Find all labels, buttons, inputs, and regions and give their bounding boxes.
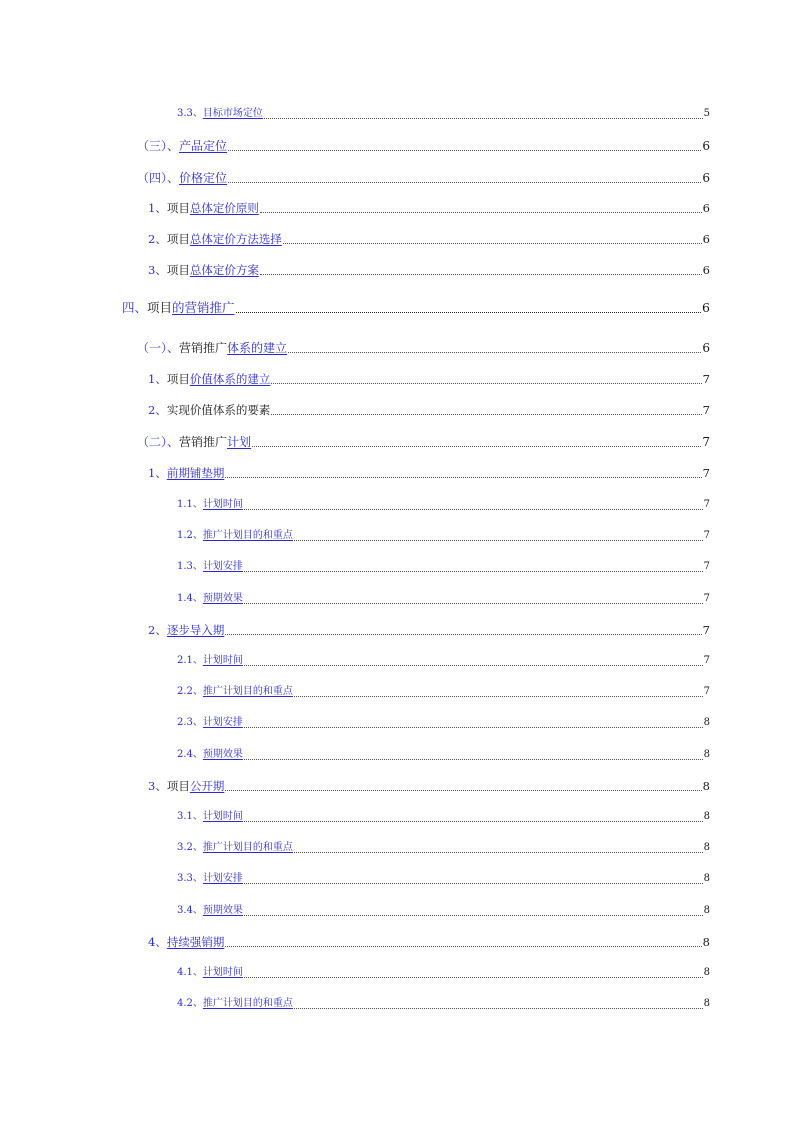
toc-entry[interactable] [148, 622, 710, 638]
toc-entry-link[interactable]: 公开期 [189, 779, 225, 793]
toc-entry-separator: 、 [167, 435, 180, 449]
toc-entry-link[interactable]: 计划时间 [202, 811, 243, 822]
toc-entry[interactable] [148, 465, 710, 481]
toc-page-number: 8 [703, 749, 710, 760]
toc-page-number: 8 [703, 717, 710, 728]
toc-entry-link[interactable]: 价格定位 [179, 171, 228, 185]
dot-leader [228, 150, 701, 151]
toc-entry[interactable] [177, 809, 710, 825]
toc-page-number: 6 [702, 201, 710, 215]
toc-entry-text: 实现价值体系的要素 [166, 403, 271, 417]
toc-entry-label[interactable] [122, 300, 235, 316]
toc-page-number: 5 [703, 108, 710, 119]
toc-entry-link[interactable]: 计划时间 [202, 967, 243, 978]
toc-entry-separator: 、 [192, 686, 203, 697]
toc-entry-separator: 、 [155, 466, 167, 480]
toc-entry[interactable] [122, 300, 710, 316]
toc-page-number: 7 [703, 530, 710, 541]
toc-entry-number: 4.2 [177, 998, 193, 1009]
toc-entry[interactable] [177, 591, 710, 607]
toc-entry-link[interactable]: 体系的建立 [227, 341, 288, 355]
dot-leader [244, 665, 703, 666]
dot-leader [244, 571, 703, 572]
toc-entry[interactable] [177, 747, 710, 763]
toc-entry-number: 2 [148, 623, 156, 637]
toc-entry-label[interactable] [148, 465, 224, 481]
toc-entry-number: 2.2 [177, 686, 193, 697]
toc-entry-link[interactable]: 总体定价方法选择 [189, 232, 282, 246]
toc-entry-label[interactable] [177, 497, 243, 513]
toc-entry-link[interactable]: 计划时间 [202, 499, 243, 510]
toc-entry-number: 2 [148, 403, 156, 417]
toc-entry-label[interactable] [177, 871, 243, 887]
toc-entry-link[interactable]: 计划时间 [202, 655, 243, 666]
toc-entry-link[interactable]: 推广计划目的和重点 [202, 842, 293, 853]
dot-leader [260, 274, 702, 275]
toc-entry-text: 项目 [147, 300, 173, 315]
toc-page-number: 7 [702, 372, 710, 386]
toc-entry[interactable] [137, 340, 710, 356]
toc-entry-separator: 、 [155, 201, 167, 215]
toc-entry-text: 项目 [166, 263, 190, 277]
toc-entry[interactable] [177, 684, 710, 700]
toc-entry-separator: 、 [155, 403, 167, 417]
toc-entry-link[interactable]: 推广计划目的和重点 [202, 998, 293, 1009]
toc-entry-number: 1 [148, 466, 156, 480]
toc-entry-link[interactable]: 计划安排 [202, 873, 243, 884]
toc-entry-link[interactable]: 推广计划目的和重点 [202, 530, 293, 541]
toc-entry-label[interactable] [148, 934, 224, 950]
toc-entry-separator: 、 [192, 998, 203, 1009]
toc-entry-label[interactable] [148, 778, 224, 794]
toc-entry-number: 2.3 [177, 717, 193, 728]
toc-entry-separator: 、 [192, 842, 203, 853]
toc-entry[interactable] [177, 965, 710, 981]
toc-entry-separator: 、 [155, 779, 167, 793]
toc-page-number: 7 [703, 593, 710, 604]
toc-entry[interactable] [137, 170, 710, 186]
dot-leader [294, 852, 703, 853]
dot-leader [225, 634, 701, 635]
toc-entry-text: 项目 [166, 779, 190, 793]
toc-page-number: 7 [702, 623, 710, 637]
toc-entry-number: 2.4 [177, 749, 193, 760]
toc-page-number: 8 [703, 842, 710, 853]
toc-entry-separator: 、 [155, 372, 167, 386]
toc-entry-number: 3 [148, 779, 156, 793]
dot-leader [260, 212, 702, 213]
toc-entry-link[interactable]: 计划安排 [202, 561, 243, 572]
toc-entry[interactable] [137, 434, 710, 450]
toc-entry-label[interactable] [177, 996, 293, 1012]
toc-entry[interactable] [148, 371, 710, 387]
toc-entry-number: 3.3 [177, 108, 193, 119]
toc-entry[interactable] [177, 996, 710, 1012]
toc-entry-number: （一） [137, 341, 168, 355]
toc-page-number: 7 [703, 561, 710, 572]
toc-entry-separator: 、 [134, 300, 148, 315]
toc-entry-number: 1.2 [177, 530, 193, 541]
toc-entry-separator: 、 [192, 655, 203, 666]
toc-entry-number: 1 [148, 201, 156, 215]
dot-leader [236, 312, 701, 313]
dot-leader [252, 446, 701, 447]
toc-entry-label[interactable] [177, 653, 243, 669]
dot-leader [225, 946, 701, 947]
toc-entry[interactable] [177, 528, 710, 544]
dot-leader [244, 977, 703, 978]
toc-entry-number: 1.3 [177, 561, 193, 572]
toc-page-number: 7 [702, 466, 710, 480]
toc-page-number: 7 [703, 499, 710, 510]
toc-entry[interactable] [177, 715, 710, 731]
dot-leader [244, 915, 703, 916]
toc-entry[interactable] [148, 778, 710, 794]
toc-page-number: 8 [703, 998, 710, 1009]
dot-leader [283, 243, 702, 244]
toc-entry-label[interactable] [137, 138, 227, 154]
dot-leader [244, 727, 703, 728]
toc-entry-number: 2 [148, 232, 156, 246]
toc-entry-separator: 、 [155, 623, 167, 637]
toc-entry-link[interactable]: 计划 [227, 435, 252, 449]
toc-page-number: 8 [703, 873, 710, 884]
toc-entry-label[interactable] [177, 809, 243, 825]
toc-entry-label[interactable] [137, 170, 227, 186]
toc-entry-number: 1.1 [177, 499, 193, 510]
toc-entry-label[interactable] [137, 340, 287, 356]
toc-entry-separator: 、 [192, 530, 203, 541]
dot-leader [244, 509, 703, 510]
toc-page-number: 6 [702, 139, 710, 153]
dot-leader [225, 477, 701, 478]
toc-entry-link[interactable]: 目标市场定位 [202, 108, 263, 119]
toc-page-number: 6 [702, 263, 710, 277]
toc-entry[interactable] [177, 840, 710, 856]
toc-entry-label[interactable] [177, 903, 243, 919]
toc-entry[interactable] [148, 231, 710, 247]
toc-entry-link[interactable]: 推广计划目的和重点 [202, 686, 293, 697]
toc-entry-text: 营销推广 [179, 435, 228, 449]
toc-entry-link[interactable]: 前期铺垫期 [166, 466, 225, 480]
toc-entry-link[interactable]: 总体定价原则 [189, 201, 259, 215]
toc-entry-label[interactable] [177, 528, 293, 544]
toc-entry-separator: 、 [167, 139, 180, 153]
dot-leader [225, 790, 701, 791]
toc-entry-text: 营销推广 [179, 341, 228, 355]
toc-entry-separator: 、 [192, 967, 203, 978]
toc-page-number: 7 [702, 403, 710, 417]
toc-entry-separator: 、 [192, 561, 203, 572]
toc-entry-label[interactable] [177, 840, 293, 856]
toc-entry-separator: 、 [192, 717, 203, 728]
toc-entry[interactable] [177, 903, 710, 919]
toc-entry-number: 1.4 [177, 593, 193, 604]
dot-leader [244, 883, 703, 884]
toc-page-number: 8 [703, 905, 710, 916]
toc-entry-label[interactable] [177, 591, 243, 607]
toc-entry-separator: 、 [192, 811, 203, 822]
toc-entry-separator: 、 [167, 341, 180, 355]
toc-page-number: 6 [702, 232, 710, 246]
toc-entry-link[interactable]: 持续强销期 [166, 935, 225, 949]
toc-entry-label[interactable] [148, 402, 270, 418]
dot-leader [294, 540, 703, 541]
toc-entry-label[interactable] [148, 371, 270, 387]
toc-entry-separator: 、 [192, 905, 203, 916]
dot-leader [294, 1008, 703, 1009]
toc-entry-number: 1 [148, 372, 156, 386]
toc-entry-label[interactable] [148, 622, 224, 638]
toc-entry-number: 3 [148, 263, 156, 277]
toc-entry[interactable] [148, 200, 710, 216]
toc-page-number: 7 [703, 686, 710, 697]
toc-entry-separator: 、 [192, 593, 203, 604]
dot-leader [294, 696, 703, 697]
toc-entry-link[interactable]: 预期效果 [202, 905, 243, 916]
toc-entry[interactable] [177, 106, 710, 122]
dot-leader [264, 118, 703, 119]
toc-entry-text: 项目 [166, 201, 190, 215]
toc-page-number: 7 [702, 435, 710, 449]
toc-entry-text: 项目 [166, 232, 190, 246]
toc-entry-separator: 、 [192, 749, 203, 760]
dot-leader [228, 182, 701, 183]
toc-entry-label[interactable] [177, 965, 243, 981]
toc-entry-link[interactable]: 价值体系的建立 [189, 372, 271, 386]
toc-entry[interactable] [177, 871, 710, 887]
toc-page-number: 6 [702, 341, 710, 355]
toc-entry-text: 项目 [166, 372, 190, 386]
dot-leader [271, 414, 701, 415]
toc-entry-number: （四） [137, 171, 168, 185]
toc-entry-link[interactable]: 预期效果 [202, 593, 243, 604]
toc-entry-link[interactable]: 的营销推广 [172, 300, 235, 315]
toc-entry-label[interactable] [148, 200, 259, 216]
toc-page-number: 8 [702, 779, 710, 793]
toc-entry-label[interactable] [177, 559, 243, 575]
toc-entry-number: 3.3 [177, 873, 193, 884]
toc-entry-link[interactable]: 计划安排 [202, 717, 243, 728]
toc-entry-number: （三） [137, 139, 168, 153]
toc-page-number: 6 [702, 171, 710, 185]
dot-leader [271, 383, 701, 384]
toc-entry-separator: 、 [167, 171, 180, 185]
toc-entry-number: 四 [122, 300, 135, 315]
toc-page-number: 8 [702, 935, 710, 949]
toc-entry-label[interactable] [177, 747, 243, 763]
toc-entry-separator: 、 [192, 108, 203, 119]
toc-page-number: 7 [703, 655, 710, 666]
toc-entry-label[interactable] [177, 106, 263, 122]
toc-entry-number: 2.1 [177, 655, 193, 666]
toc-entry-number: 3.1 [177, 811, 193, 822]
dot-leader [244, 603, 703, 604]
toc-entry-label[interactable] [148, 231, 282, 247]
dot-leader [244, 821, 703, 822]
toc-entry-number: 4.1 [177, 967, 193, 978]
dot-leader [244, 759, 703, 760]
toc-entry[interactable] [177, 497, 710, 513]
toc-entry-separator: 、 [155, 935, 167, 949]
toc-entry[interactable] [177, 559, 710, 575]
toc-entry-separator: 、 [192, 873, 203, 884]
toc-entry[interactable] [177, 653, 710, 669]
toc-entry-number: （二） [137, 435, 168, 449]
toc-entry-link[interactable]: 预期效果 [202, 749, 243, 760]
toc-entry[interactable] [137, 138, 710, 154]
toc-entry-separator: 、 [155, 232, 167, 246]
toc-entry-number: 3.4 [177, 905, 193, 916]
toc-entry-separator: 、 [192, 499, 203, 510]
toc-page-number: 8 [703, 967, 710, 978]
toc-page-number: 8 [703, 811, 710, 822]
toc-entry-label[interactable] [177, 684, 293, 700]
toc-entry-number: 3.2 [177, 842, 193, 853]
dot-leader [288, 352, 701, 353]
toc-page-number: 6 [702, 300, 710, 315]
toc-entry-label[interactable] [148, 262, 259, 278]
toc-entry-link[interactable]: 总体定价方案 [189, 263, 259, 277]
toc-entry-label[interactable] [177, 715, 243, 731]
toc-entry[interactable] [148, 262, 710, 278]
toc-entry[interactable] [148, 934, 710, 950]
toc-entry[interactable] [148, 402, 710, 418]
toc-entry-label[interactable] [137, 434, 251, 450]
toc-entry-link[interactable]: 逐步导入期 [166, 623, 225, 637]
toc-entry-separator: 、 [155, 263, 167, 277]
toc-entry-number: 4 [148, 935, 156, 949]
toc-entry-link[interactable]: 产品定位 [179, 139, 228, 153]
